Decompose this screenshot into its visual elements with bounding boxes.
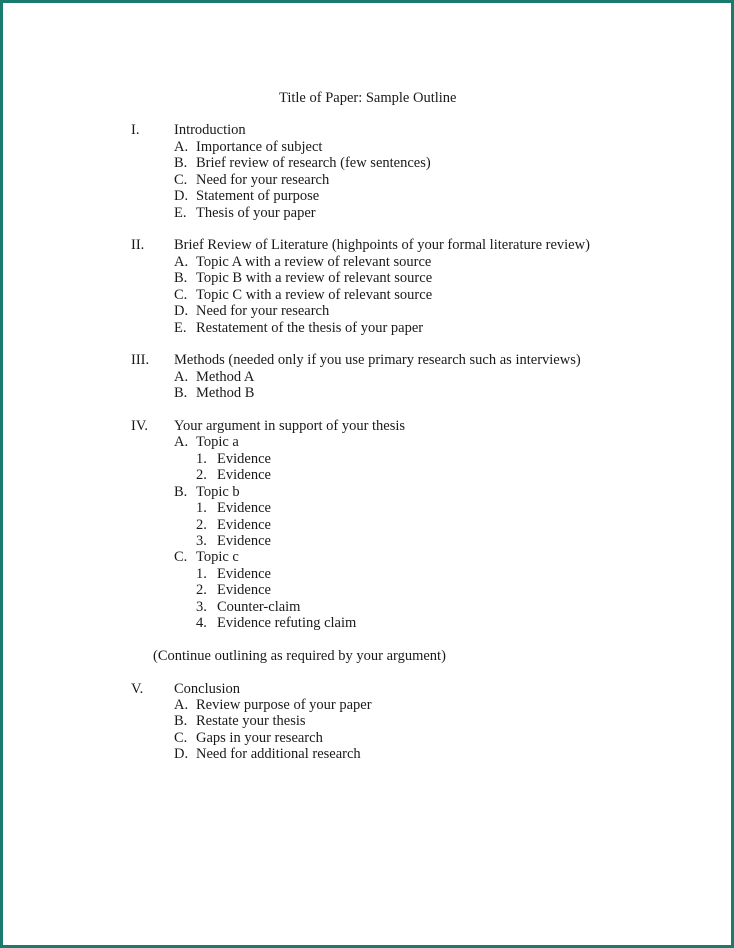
item-label: B. [174, 270, 188, 286]
subitem-text: Evidence [217, 582, 271, 598]
subitem-label: 1. [196, 451, 207, 467]
item-text: Method A [196, 369, 255, 385]
item-label: C. [174, 287, 188, 303]
item-label: B. [174, 385, 188, 401]
item-text: Topic A with a review of relevant source [196, 254, 432, 270]
item-text: Topic a [196, 434, 239, 450]
subitem-text: Evidence [217, 566, 271, 582]
section-heading: Your argument in support of your thesis [174, 418, 406, 434]
section-numeral: I. [131, 122, 140, 138]
subitem-text: Evidence [217, 467, 271, 483]
item-text: Review purpose of your paper [196, 697, 372, 713]
item-text: Thesis of your paper [196, 205, 316, 221]
subitem-label: 4. [196, 615, 207, 631]
item-text: Need for your research [196, 303, 330, 319]
item-text: Gaps in your research [196, 730, 323, 746]
subitem-label: 3. [196, 533, 207, 549]
item-label: B. [174, 484, 188, 500]
item-label: D. [174, 303, 189, 319]
item-text: Topic c [196, 549, 239, 565]
document-title: Title of Paper: Sample Outline [279, 90, 457, 106]
subitem-label: 2. [196, 517, 207, 533]
item-label: C. [174, 172, 188, 188]
item-label: A. [174, 139, 189, 155]
subitem-text: Evidence [217, 517, 271, 533]
item-label: D. [174, 746, 189, 762]
item-label: A. [174, 697, 189, 713]
item-text: Importance of subject [196, 139, 323, 155]
section-heading: Conclusion [174, 681, 241, 697]
item-label: D. [174, 188, 189, 204]
section-heading: Introduction [174, 122, 246, 138]
subitem-label: 2. [196, 467, 207, 483]
item-text: Method B [196, 385, 255, 401]
item-text: Statement of purpose [196, 188, 320, 204]
item-text: Need for additional research [196, 746, 361, 762]
section-numeral: IV. [131, 418, 149, 434]
subitem-text: Evidence [217, 533, 271, 549]
item-label: C. [174, 730, 188, 746]
item-label: A. [174, 254, 189, 270]
item-label: B. [174, 713, 188, 729]
section-heading: Brief Review of Literature (highpoints of your formal literature review) [174, 237, 590, 253]
subitem-text: Evidence [217, 451, 271, 467]
section-heading: Methods (needed only if you use primary research such as interviews) [174, 352, 581, 368]
item-text: Restatement of the thesis of your paper [196, 320, 424, 336]
continue-note: (Continue outlining as required by your argument) [153, 648, 446, 664]
subitem-label: 1. [196, 500, 207, 516]
item-label: C. [174, 549, 188, 565]
section-numeral: V. [131, 681, 144, 697]
item-text: Topic b [196, 484, 240, 500]
item-text: Topic C with a review of relevant source [196, 287, 433, 303]
subitem-text: Counter-claim [217, 599, 301, 615]
item-label: A. [174, 434, 189, 450]
subitem-text: Evidence [217, 500, 271, 516]
subitem-text: Evidence refuting claim [217, 615, 357, 631]
subitem-label: 2. [196, 582, 207, 598]
item-text: Topic B with a review of relevant source [196, 270, 433, 286]
item-label: B. [174, 155, 188, 171]
item-text: Brief review of research (few sentences) [196, 155, 431, 171]
item-label: A. [174, 369, 189, 385]
item-text: Restate your thesis [196, 713, 306, 729]
section-numeral: II. [131, 237, 145, 253]
item-label: E. [174, 320, 187, 336]
subitem-label: 1. [196, 566, 207, 582]
item-text: Need for your research [196, 172, 330, 188]
section-numeral: III. [131, 352, 150, 368]
item-label: E. [174, 205, 187, 221]
subitem-label: 3. [196, 599, 207, 615]
